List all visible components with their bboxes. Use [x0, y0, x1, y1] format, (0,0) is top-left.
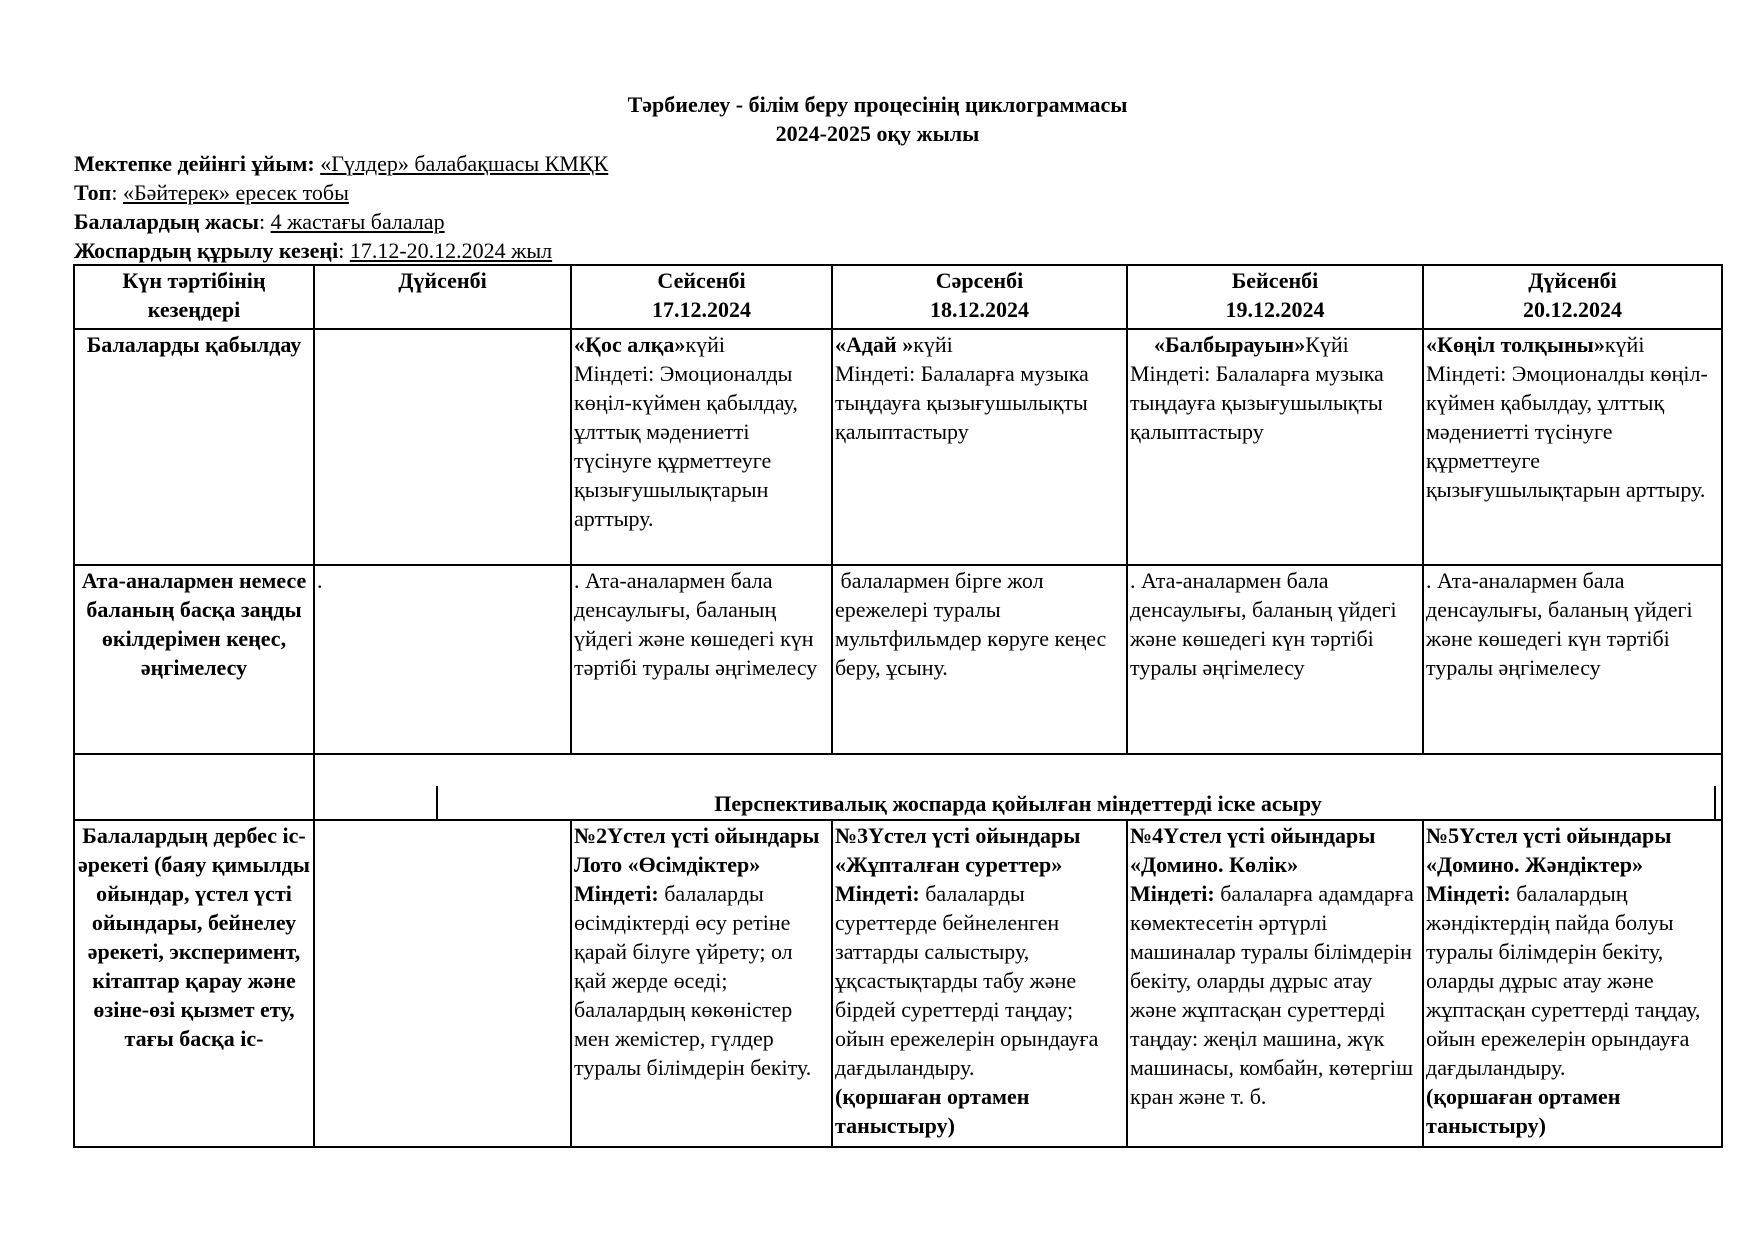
cell-independent-wed — [832, 820, 1127, 1147]
header-period: Күн тәртібінің кезеңдері — [74, 265, 314, 329]
document-title: Тәрбиелеу - білім беру процесінің циклограммасы — [627, 92, 1128, 117]
meta-age-label: Балалардың жасы — [74, 209, 259, 234]
music-title-tail: күйі — [685, 332, 726, 357]
meta-org — [74, 149, 608, 178]
header-day-2-name: Сейсенбі — [657, 268, 746, 293]
music-title: «Көңіл толқыны» — [1426, 332, 1605, 357]
task-text: балалардың жәндіктердің пайда болуы туралы білімдерін бекіту, оларды дұрыс атау және жұптасқан суреттерді таңдау, ойын ережелерін орындауға дағдыландыру. — [1426, 881, 1701, 1080]
task-text: Міндеті: Балаларға музыка тыңдауға қызығушылықты қалыптастыру — [1130, 361, 1384, 444]
header-day-4-name: Бейсенбі — [1231, 268, 1319, 293]
music-title: «Адай » — [835, 332, 914, 357]
music-title-tail: күйі — [913, 332, 953, 357]
cell-independent-mon — [314, 820, 571, 1147]
header-day-5-name: Дүйсенбі — [1528, 268, 1617, 293]
table-header-row — [74, 265, 1722, 329]
academic-year: 2024-2025 оқу жылы — [775, 121, 980, 146]
music-title: «Қос алқа» — [574, 332, 686, 357]
task-text: Міндеті: Балаларға музыка тыңдауға қызығушылықты қалыптастыру — [835, 361, 1089, 444]
cell-parents-wed: балалармен бірге жол ережелері туралы мультфильмдер көруге кеңес беру, ұсыну. — [832, 565, 1127, 754]
cell-independent-tue — [571, 820, 832, 1147]
meta-group: Топ: «Бәйтерек» ересек тобы — [74, 180, 349, 205]
row-label-parents: Ата-аналармен немесе баланың басқа заңды өкілдерімен кеңес, әңгімелесу — [74, 565, 314, 754]
meta-group-label: Топ — [74, 180, 112, 205]
perspective-banner: Перспективалық жоспарда қойылған міндеттерді іске асыру — [314, 754, 1722, 820]
task-label: Міндеті: — [1130, 881, 1215, 906]
meta-org-label: Мектепке дейінгі ұйым: — [74, 151, 315, 176]
task-text: Міндеті: Эмоционалды көңіл-күймен қабылдау, ұлттық мәдениетті түсінуге құрметтеуге қызығушылықтарын арттыру. — [574, 361, 798, 531]
schedule-table — [73, 264, 1723, 1148]
task-text: балаларды өсімдіктерді өсу ретіне қарай білуге үйрету; ол қай жерде өседі; балалардың көкөністер мен жемістер, гүлдер туралы білімдерін бекіту. — [574, 881, 812, 1080]
meta-group-value: «Бәйтерек» ересек тобы — [123, 180, 349, 205]
header-day-4 — [1127, 265, 1423, 329]
task-label: Міндеті: — [1426, 881, 1511, 906]
game-title: №5Үстел үсті ойындары «Домино. Жәндіктер» — [1426, 823, 1672, 877]
header-day-5 — [1423, 265, 1722, 329]
cell-independent-fri — [1423, 820, 1722, 1147]
music-title: «Балбырауын» — [1154, 332, 1306, 357]
music-title-tail: Күйі — [1305, 332, 1349, 357]
meta-period-label: Жоспардың құрылу кезеңі — [74, 238, 339, 263]
header-day-5-date: 20.12.2024 — [1523, 297, 1622, 322]
header-day-2-date: 17.12.2024 — [652, 297, 751, 322]
cell-reception-tue — [571, 329, 832, 565]
game-title: №4Үстел үсті ойындары «Домино. Көлік» — [1130, 823, 1376, 877]
table-row — [74, 329, 1722, 565]
cell-reception-thu — [1127, 329, 1423, 565]
perspective-divider-right — [1714, 786, 1716, 819]
subject-note: (қоршаған ортамен таныстыру) — [1426, 1084, 1621, 1138]
task-text: балаларға адамдарға көмектесетін әртүрлі машиналар туралы білімдерін бекіту, оларды дұрыс атау және жұптасқан суреттерді таңдау: жеңіл машина, жүк машинасы, комбайн, көтергіш кран және т. б. — [1130, 881, 1414, 1109]
meta-period: Жоспардың құрылу кезеңі: 17.12-20.12.2024 жыл — [74, 238, 553, 263]
perspective-divider-left — [436, 786, 438, 819]
meta-age-value: 4 жастағы балалар — [270, 209, 445, 234]
meta-period-value: 17.12-20.12.2024 жыл — [349, 238, 553, 263]
cell-reception-mon — [314, 329, 571, 565]
cell-reception-wed — [832, 329, 1127, 565]
cell-parents-mon: . — [314, 565, 571, 754]
header-day-1: Дүйсенбі — [314, 265, 571, 329]
subject-note: (қоршаған ортамен таныстыру) — [835, 1084, 1030, 1138]
header-day-3-date: 18.12.2024 — [930, 297, 1029, 322]
music-title-tail: күйі — [1604, 332, 1645, 357]
meta-age: Балалардың жасы: 4 жастағы балалар — [74, 209, 445, 234]
cell-parents-tue: . Ата-аналармен бала денсаулығы, баланың үйдегі және көшедегі күн тәртібі туралы әңгімелесу — [571, 565, 832, 754]
game-title: №2Үстел үсті ойындары Лото «Өсімдіктер» — [574, 823, 820, 877]
task-label: Міндеті: — [835, 881, 920, 906]
header-day-4-date: 19.12.2024 — [1225, 297, 1325, 322]
cell-parents-fri: . Ата-аналармен бала денсаулығы, баланың үйдегі және көшедегі күн тәртібі туралы әңгімелесу — [1423, 565, 1722, 754]
header-day-3 — [832, 265, 1127, 329]
header-day-3-name: Сәрсенбі — [935, 268, 1024, 293]
perspective-label-cell — [74, 754, 314, 820]
task-label: Міндеті: — [574, 881, 659, 906]
game-title: №3Үстел үсті ойындары «Жұпталған суреттер» — [835, 823, 1081, 877]
meta-org-value: «Гүлдер» балабақшасы КМҚК — [320, 151, 609, 176]
table-row — [74, 820, 1722, 1147]
cell-independent-thu — [1127, 820, 1423, 1147]
header-day-2 — [571, 265, 832, 329]
row-label-reception: Балаларды қабылдау — [74, 329, 314, 565]
cell-reception-fri — [1423, 329, 1722, 565]
task-text: Міндеті: Эмоционалды көңіл-күймен қабылдау, ұлттық мәдениетті түсінуге құрметтеуге қызығушылықтарын арттыру. — [1426, 361, 1708, 502]
table-row — [74, 754, 1722, 820]
row-label-independent: Балалардың дербес іс-әрекеті (баяу қимылды ойындар, үстел үсті ойындары, бейнелеу әрекеті, эксперимент, кітаптар қарау және өзіне-өзі қызмет ету, тағы басқа іс- — [74, 820, 314, 1147]
table-row — [74, 565, 1722, 754]
cell-parents-thu: . Ата-аналармен бала денсаулығы, баланың үйдегі және көшедегі күн тәртібі туралы әңгімелесу — [1127, 565, 1423, 754]
task-text: балаларды суреттерде бейнеленген заттарды салыстыру, ұқсастықтарды табу және бірдей суреттерді таңдау; ойын ережелерін орындауға дағдыландыру. — [835, 881, 1099, 1080]
